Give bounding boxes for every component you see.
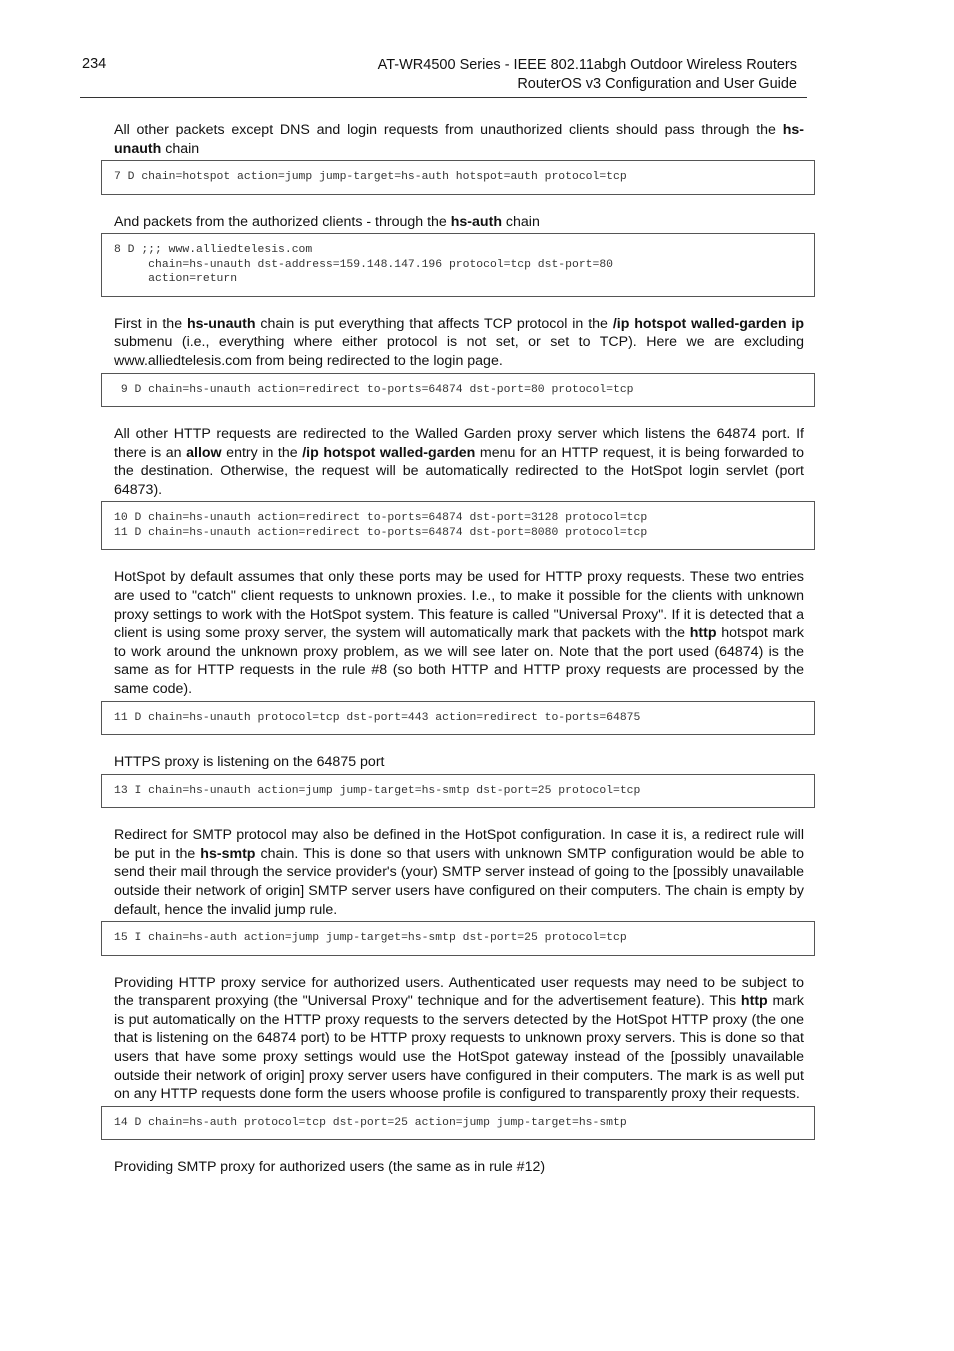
paragraph: HotSpot by default assumes that only these ports may be used for HTTP proxy requests. These two entries are used to "catch" client requests to unknown proxies. I.e., to make it possible for the clients with unknown proxy settings to work with the HotSpot system. This feature is called "Universal Proxy". If it is detected that a client is using some proxy server, the system will automatically mark that packets with the http hotspot mark to work around the unknown proxy problem, as we will see later on. Note that the port used (64874) is the same as for HTTP requests in the rule #8 (so both HTTP and HTTP proxy requests are processed by the same code). [114,569,805,697]
code-block [101,373,815,408]
paragraph: Providing HTTP proxy service for authorized users. Authenticated user requests may need to be subject to the transparent proxying (the "Universal Proxy" technique and for the advertisement feature). This http mark is put automatically on the HTTP proxy requests to the servers detected by the HotSpot HTTP proxy (the one that is listening on the 64874 port) to be HTTP proxy requests to unknown proxy servers. This is done so that users that have some proxy settings would use the HotSpot gateway instead of the [possibly unavailable outside their network of origin] proxy server users have configured in their computers. The mark is as well put on any HTTP requests done form the users whoose profile is configured to transparently proxy their requests. [114,974,805,1103]
code-line: 11 D chain=hs-unauth protocol=tcp dst-port=443 action=redirect to-ports=64875 [114,711,641,724]
page-body [114,121,804,1177]
page-number: 234 [82,56,107,72]
code-line: 7 D chain=hotspot action=jump jump-target=hs-auth hotspot=auth protocol=tcp [114,171,627,184]
page-header [80,54,807,98]
code-block [101,233,815,297]
paragraph: Redirect for SMTP protocol may also be defined in the HotSpot configuration. In case it is, a redirect rule will be put in the hs-smtp chain. This is done so that users with unknown SMTP configuration would be able to send their mail through the service provider's (your) SMTP server instead of going to the [possibly unavailable outside their network of origin] SMTP server users have configured on their computers. The chain is empty by default, hence the invalid jump rule. [114,827,804,918]
document-title [378,56,797,94]
paragraph: Providing SMTP proxy for authorized users (the same as in rule #12) [114,1159,546,1176]
paragraph: All other packets except DNS and login requests from unauthorized clients should pass through the hs-unauth chain [114,122,804,157]
code-block [101,1106,815,1141]
code-block [101,160,815,195]
code-line: 11 D chain=hs-unauth action=redirect to-ports=64874 dst-port=8080 protocol=tcp [114,526,648,539]
code-line: 8 D ;;; www.alliedtelesis.com [114,244,313,257]
document-title-line2: RouterOS v3 Configuration and User Guide [517,76,797,92]
code-line: 13 I chain=hs-unauth action=jump jump-target=hs-smtp dst-port=25 protocol=tcp [114,784,641,797]
code-line: 14 D chain=hs-auth protocol=tcp dst-port=25 action=jump jump-target=hs-smtp [114,1116,627,1129]
code-block [101,701,815,736]
code-block [101,921,815,956]
code-block [101,774,815,809]
code-line: 10 D chain=hs-unauth action=redirect to-ports=64874 dst-port=3128 protocol=tcp [114,512,648,525]
code-line: action=return [114,273,238,286]
paragraph: All other HTTP requests are redirected to the Walled Garden proxy server which listens the 64874 port. If there is an allow entry in the /ip hotspot walled-garden menu for an HTTP request, it is being forwarded to the destination. Otherwise, the request will be automatically redirected to the HotSpot login servlet (port 64873). [114,426,804,498]
code-line: chain=hs-unauth dst-address=159.148.147.196 protocol=tcp dst-port=80 [114,258,613,271]
document-title-line1: AT-WR4500 Series - IEEE 802.11abgh Outdoor Wireless Routers [377,57,797,73]
paragraph: First in the hs-unauth chain is put everything that affects TCP protocol in the /ip hotspot walled-garden ip submenu (i.e., everything where either protocol is not set, or set to TCP). Here we are excluding www.alliedtelesis.com from being redirected to the login page. [114,315,804,369]
paragraph: And packets from the authorized clients - through the hs-auth chain [114,213,540,230]
code-line: 15 I chain=hs-auth action=jump jump-target=hs-smtp dst-port=25 protocol=tcp [114,932,627,945]
paragraph: HTTPS proxy is listening on the 64875 port [114,754,385,771]
code-block [101,501,815,550]
code-line: 9 D chain=hs-unauth action=redirect to-ports=64874 dst-port=80 protocol=tcp [114,383,634,396]
